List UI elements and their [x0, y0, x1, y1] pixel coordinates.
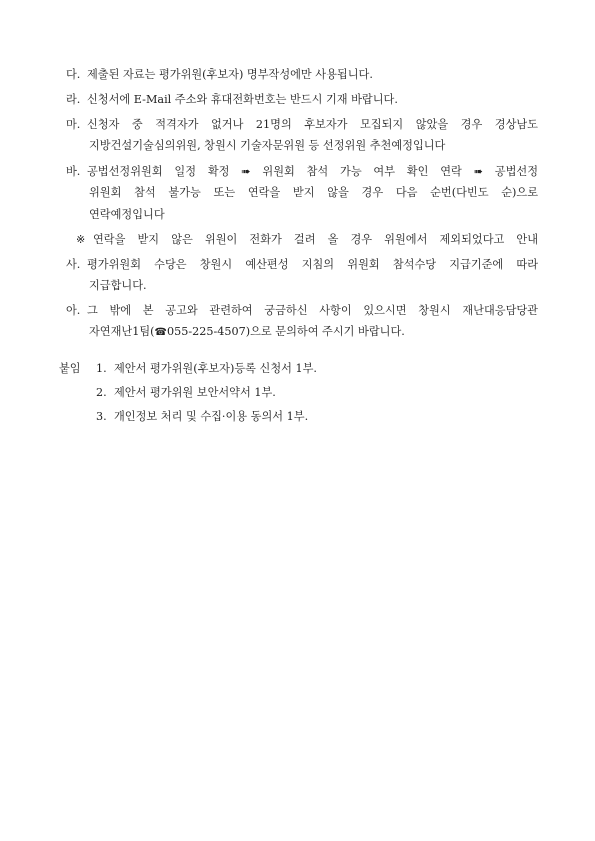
note-marker: 사.	[66, 258, 81, 271]
attachment-number: 3.	[96, 410, 107, 423]
note-sa-continuation: 지급합니다.	[89, 279, 147, 292]
note-marker: 다.	[66, 68, 81, 81]
note-a-continuation	[89, 321, 405, 343]
phone-icon: ☎	[154, 327, 167, 338]
attachment-text: 개인정보 처리 및 수집·이용 동의서 1부.	[114, 410, 309, 423]
note-text: 평가위원회 수당은 창원시 예산편성 지침의 위원회 참석수당 지급기준에 따라	[87, 258, 538, 271]
note-text: 연락을 받지 않은 위원이 전화가 걸려 올 경우 위원에서 제외되었다고 안내	[93, 233, 538, 246]
note-marker: 라.	[66, 93, 81, 106]
attachment-label: 붙임	[59, 362, 81, 375]
note-marker: 아.	[66, 304, 81, 317]
contact-team-text: 자연재난1팀(	[89, 325, 155, 338]
note-text-wrap	[87, 254, 538, 275]
attachment-number: 2.	[96, 386, 107, 399]
note-text: 그 밖에 본 공고와 관련하여 궁금하신 사항이 있으시면 창원시 재난대응담당관	[87, 304, 538, 317]
note-text-wrap	[87, 161, 538, 182]
note-text-wrap	[87, 300, 538, 321]
attachment-text: 제안서 평가위원 보안서약서 1부.	[114, 386, 276, 399]
note-text: 신청서에 E-Mail 주소와 휴대전화번호는 반드시 기재 바랍니다.	[87, 93, 398, 106]
note-text: 신청자 중 적격자가 없거나 21명의 후보자가 모집되지 않았을 경우 경상남도	[87, 118, 538, 131]
note-marker: 마.	[66, 118, 81, 131]
contact-phone-text: 055-225-4507)으로 문의하여 주시기 바랍니다.	[167, 325, 405, 338]
note-text: 공법선정위원회 일정 확정 ➠ 위원회 참석 가능 여부 확인 연락 ➠ 공법선정	[87, 165, 538, 178]
attachment-text: 제안서 평가위원(후보자)등록 신청서 1부.	[114, 362, 317, 375]
note-marker: ※	[76, 233, 86, 246]
note-text: 제출된 자료는 평가위원(후보자) 명부작성에만 사용됩니다.	[87, 68, 373, 81]
note-marker: 바.	[66, 165, 81, 178]
note-ba-continuation-2: 연락예정입니다	[89, 208, 165, 221]
note-text-wrap	[87, 114, 538, 135]
attachment-number: 1.	[96, 362, 107, 375]
note-ba-continuation-wrap	[89, 182, 538, 203]
note-ma-continuation: 지방건설기술심의위원, 창원시 기술자문위원 등 선정위원 추천예정입니다	[89, 139, 446, 152]
note-text-wrap	[93, 229, 538, 250]
note-ba-continuation: 위원회 참석 불가능 또는 연락을 받지 않을 경우 다음 순번(다빈도 순)으로	[89, 186, 538, 199]
